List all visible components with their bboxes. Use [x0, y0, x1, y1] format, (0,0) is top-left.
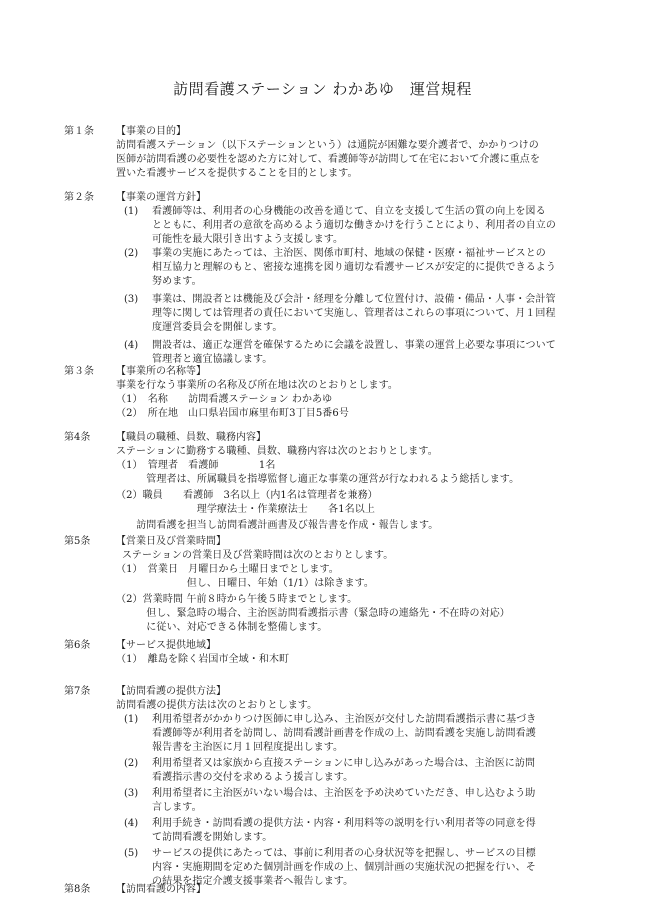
- article-heading: 【職員の職種、員数、職務内容】: [116, 432, 266, 443]
- article-text-line: 訪問看護を担当し訪問看護計画書及び報告書を作成・報告します。: [116, 520, 439, 531]
- article-number: 第３条: [64, 366, 94, 377]
- item-text-line: 努めます。: [152, 276, 202, 287]
- item-number: (1): [124, 206, 139, 217]
- article-text-line: に従い、対応できる体制を整備します。: [116, 622, 328, 633]
- article-heading: 【サービス提供地域】: [116, 640, 216, 651]
- article-text-line: （2）営業時間 午前８時から午後５時までとします。: [116, 594, 358, 605]
- item-text-line: 事業の実施にあたっては、主治医、関係市町村、地域の保健・医療・福祉サービスとの: [152, 248, 546, 259]
- article-text-line: 事業を行なう事業所の名称及び所在地は次のとおりとします。: [116, 380, 398, 391]
- item-text-line: 度運営委員会を開催します。: [152, 322, 283, 333]
- article-text-line: ステーションに勤務する職種、員数、職務内容は次のとおりとします。: [116, 446, 438, 457]
- article-heading: 【事業所の名称等】: [116, 366, 206, 377]
- article-text-line: 訪問看護の提供方法は次のとおりとします。: [116, 700, 318, 711]
- item-text-line: 言します。: [152, 802, 202, 813]
- article-number: 第7条: [64, 686, 91, 697]
- article-text-line: 理学療法士・作業療法士 各1名以上: [116, 504, 375, 515]
- article-text-line: （2） 所在地 山口県岩国市麻里布町3丁目5番6号: [116, 408, 349, 419]
- article-text-line: （1） 営業日 月曜日から土曜日までとします。: [116, 564, 339, 575]
- article-text-line: （2）職員 看護師 3名以上（内1名は管理者を兼務）: [116, 490, 378, 501]
- article-text-line: 医師が訪問看護の必要性を認めた方に対して、看護師等が訪問して在宅において介護に重点を: [116, 154, 540, 165]
- article-text-line: 但し、緊急時の場合、主治医訪問看護指示書（緊急時の連絡先・不在時の対応）: [116, 608, 510, 619]
- item-number: (3): [124, 788, 139, 799]
- article-heading: 【営業日及び営業時間】: [116, 536, 226, 547]
- article-heading: 【訪問看護の内容】: [116, 884, 206, 895]
- article-number: 第5条: [64, 536, 91, 547]
- item-text-line: の結果を指定介護支援事業者へ報告します。: [152, 876, 354, 887]
- item-text-line: 理等に関しては管理者の責任において実施し、管理者はこれらの事項について、月１回程: [152, 308, 556, 319]
- item-text-line: 看護指示書の交付を求めるよう援言します。: [152, 772, 354, 783]
- item-text-line: 利用希望者に主治医がいない場合は、主治医を予め決めていただき、申し込むよう助: [152, 788, 536, 799]
- item-text-line: 看護師等が利用者を訪問し、訪問看護計画書を作成の上、訪問看護を実施し訪問看護: [152, 728, 536, 739]
- article-text-line: 置いた看護サービスを提供することを目的とします。: [116, 168, 358, 179]
- item-number: (3): [124, 294, 139, 305]
- article-text-line: ステーションの営業日及び営業時間は次のとおりとします。: [122, 550, 394, 561]
- article-number: 第4条: [64, 432, 91, 443]
- item-number: (2): [124, 758, 139, 769]
- article-heading: 【事業の目的】: [116, 126, 186, 137]
- item-text-line: 利用希望者がかかりつけ医師に申し込み、主治医が交付した訪問看護指示書に基づき: [152, 714, 537, 725]
- item-number: (2): [124, 248, 139, 259]
- item-text-line: 開設者は、適正な運営を確保するために会議を設置し、事業の運営上必要な事項について: [152, 340, 556, 351]
- item-text-line: サービスの提供にあたっては、事前に利用者の心身状況等を把握し、サービスの目標: [152, 848, 536, 859]
- article-number: 第１条: [64, 126, 94, 137]
- item-text-line: 利用希望者又は家族から直接ステーションに申し込みがあった場合は、主治医に訪問: [152, 758, 536, 769]
- item-text-line: 報告書を主治医に月１回程度提出します。: [152, 742, 344, 753]
- item-text-line: 利用手続き・訪問看護の提供方法・内容・利用料等の説明を行い利用者等の同意を得: [152, 818, 536, 829]
- article-text-line: （1） 離島を除く岩国市全域・和木町: [116, 654, 290, 665]
- article-heading: 【事業の運営方針】: [116, 192, 206, 203]
- item-number: (4): [124, 340, 139, 351]
- article-heading: 【訪問看護の提供方法】: [116, 686, 226, 697]
- article-number: 第２条: [64, 192, 94, 203]
- item-text-line: 看護師等は、利用者の心身機能の改善を通じて、自立を支援して生活の質の向上を図る: [152, 206, 546, 217]
- article-text-line: 訪問看護ステーション（以下ステーションという）は通院が困難な要介護者で、かかりつけの: [116, 140, 539, 151]
- item-number: (5): [124, 848, 139, 859]
- item-text-line: とともに、利用者の意欲を高めるよう適切な働きかけを行うことにより、利用者の自立の: [152, 220, 556, 231]
- item-text-line: 事業は、開設者とは機能及び会計・経理を分離して位置付け、設備・備品・人事・会計管: [152, 294, 556, 305]
- item-text-line: て訪問看護を開始します。: [152, 832, 273, 843]
- article-text-line: 管理者は、所属職員を指導監督し適正な事業の運営が行なわれるよう総括します。: [116, 474, 520, 485]
- item-text-line: 可能性を最大限引き出すよう支援します。: [152, 234, 344, 245]
- article-text-line: 但し、日曜日、年始（1/1）は除きます。: [116, 578, 374, 589]
- article-text-line: （1） 管理者 看護師 1名: [116, 460, 276, 471]
- item-number: (4): [124, 818, 139, 829]
- item-text-line: 内容・実施期間を定めた個別計画を作成の上、個別計画の実施状況の把握を行い、そ: [152, 862, 536, 873]
- item-text-line: 管理者と適宜協議します。: [152, 354, 273, 365]
- article-number: 第8条: [64, 884, 91, 895]
- article-number: 第6条: [64, 640, 91, 651]
- article-text-line: （1） 名称 訪問看護ステーション わかあゆ: [116, 394, 333, 405]
- item-number: (1): [124, 714, 139, 725]
- document-title: 訪問看護ステーション わかあゆ 運営規程: [173, 80, 472, 98]
- item-text-line: 相互協力と理解のもと、密接な連携を図り適切な看護サービスが安定的に提供できるよう: [152, 262, 556, 273]
